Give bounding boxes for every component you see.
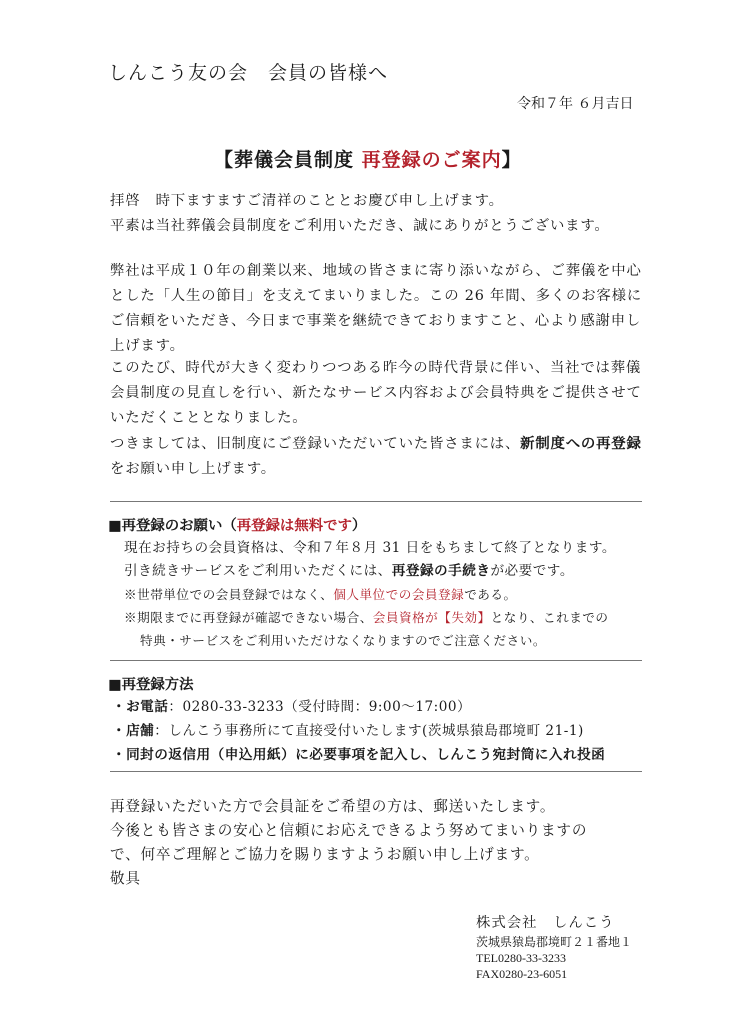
title-part-reregistration: 再登録のご案内 — [361, 149, 502, 171]
text-line: 拝啓 時下ますますご清祥のこととお慶び申し上げます。 — [110, 193, 504, 209]
methods-list — [112, 695, 605, 767]
company-fax: FAX0280-23-6051 — [476, 967, 568, 981]
closing-paragraph — [110, 795, 587, 891]
change-paragraph — [110, 356, 642, 482]
notice-note — [124, 583, 616, 606]
request-text: つきましては、旧制度にご登録いただいていた皆さまには、 — [110, 436, 521, 452]
text-line: 今後とも皆さまの安心と信頼にお応えできるよう努めてまいりますの — [110, 822, 588, 839]
individual-unit-emphasis: 個人単位での会員登録 — [333, 587, 465, 602]
expiry-emphasis: 会員資格が【失効】 — [372, 610, 491, 625]
text-line — [110, 431, 642, 457]
note-text: となり、これまでの — [490, 610, 609, 625]
notice-text: 引き続きサービスをご利用いただくには、 — [124, 563, 392, 579]
company-name: 株式会社 しんこう — [476, 915, 615, 931]
text-line: で、何卒ご理解とご協力を賜りますようお願い申し上げます。 — [110, 846, 540, 863]
greeting-paragraph — [110, 189, 610, 239]
text-line: ご信頼をいただき、今日まで事業を継続できておりますこと、心より感謝申し — [110, 313, 642, 329]
notice-note: 特典・サービスをご利用いただけなくなりますのでご注意ください。 — [140, 633, 546, 648]
notice-text: が必要です。 — [490, 563, 574, 579]
title-bracket-close: 】 — [501, 149, 522, 171]
text-line: 上げます。 — [110, 338, 185, 354]
closing-word: 敬具 — [110, 870, 141, 887]
letter-date: 令和７年 ６月吉日 — [517, 96, 634, 112]
text-line: このたび、時代が大きく変わりつつある昨今の時代背景に伴い、当社では葬儀 — [110, 360, 642, 376]
title-bracket-open: 【 — [214, 149, 235, 171]
divider — [110, 660, 642, 661]
history-paragraph — [110, 259, 642, 359]
method-text: ：しんこう事務所にて直接受付いたします(茨城県猿島郡境町 21-1) — [154, 723, 584, 739]
divider — [110, 501, 642, 502]
method-mail: ・同封の返信用（申込用紙）に必要事項を記入し、しんこう宛封筒に入れ投函 — [112, 747, 606, 763]
notice-heading-label: ■再登録のお願い — [108, 517, 223, 534]
company-address: 茨城県猿島郡境町２１番地１ — [476, 935, 633, 949]
notice-heading — [108, 514, 366, 535]
document-title — [214, 145, 522, 172]
notice-line — [124, 560, 616, 583]
text-line: 会員制度の見直しを行い、新たなサービス内容および会員特典をご提供させて — [110, 385, 642, 401]
method-phone — [112, 695, 605, 719]
text-line: 平素は当社葬儀会員制度をご利用いただき、誠にありがとうございます。 — [110, 218, 610, 234]
company-tel: TEL0280-33-3233 — [476, 951, 566, 965]
divider — [110, 771, 642, 772]
note-text: である。 — [464, 587, 517, 602]
methods-heading: ■再登録方法 — [108, 676, 194, 693]
note-text: ※世帯単位での会員登録ではなく、 — [124, 587, 334, 602]
signature-block — [476, 911, 632, 982]
addressee-heading: しんこう友の会 会員の皆様へ — [108, 62, 389, 84]
method-label: ・お電話 — [112, 699, 169, 715]
note-text: ※期限までに再登録が確認できない場合、 — [124, 610, 373, 625]
method-store — [112, 719, 605, 743]
free-of-charge-note: 再登録は無料です — [236, 517, 352, 534]
text-line: 弊社は平成１０年の創業以来、地域の皆さまに寄り添いながら、ご葬儀を中心 — [110, 263, 642, 279]
method-label: ・店舗 — [112, 723, 155, 739]
paren-open: （ — [222, 517, 237, 534]
method-text: ：0280-33-3233（受付時間：9:00～17:00） — [168, 699, 472, 715]
text-line: 再登録いただいた方で会員証をご希望の方は、郵送いたします。 — [110, 798, 556, 815]
procedure-emphasis: 再登録の手続き — [391, 563, 491, 579]
text-line: をお願い申し上げます。 — [110, 461, 276, 477]
text-line: いただくこととなりました。 — [110, 410, 308, 426]
request-emphasis: 新制度への再登録 — [520, 435, 642, 452]
notice-note — [124, 606, 616, 629]
notice-body — [124, 537, 616, 652]
title-part-system: 葬儀会員制度 — [234, 149, 355, 171]
notice-line: 現在お持ちの会員資格は、令和７年８月 31 日をもちまして終了となります。 — [124, 540, 616, 556]
text-line: とした「人生の節目」を支えてまいりました。この 26 年間、多くのお客様に — [110, 288, 642, 304]
paren-close: ） — [351, 517, 367, 534]
